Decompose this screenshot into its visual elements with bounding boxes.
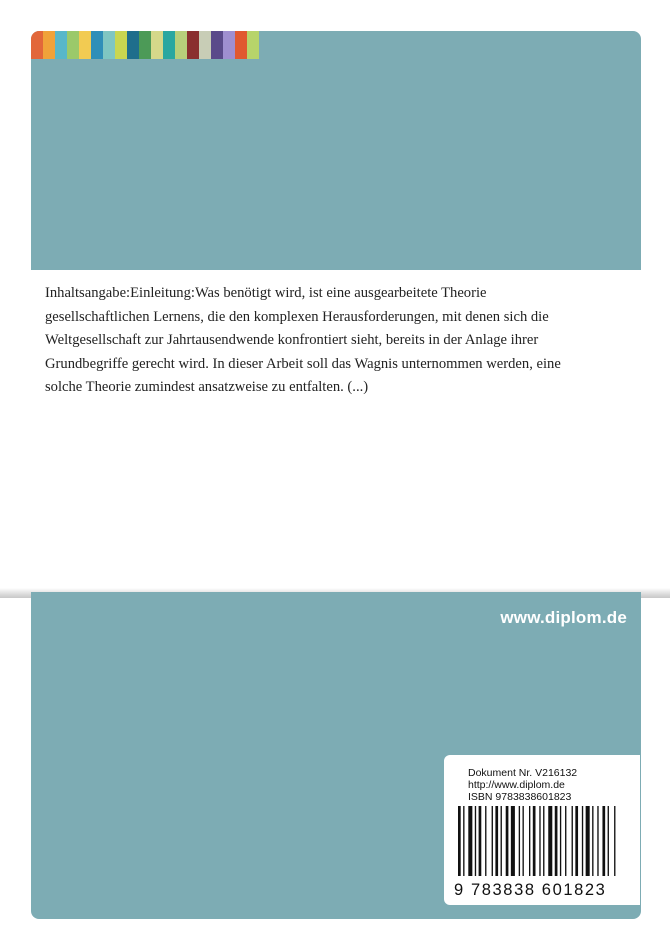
- barcode-bar: [463, 806, 464, 876]
- barcode-bars: [456, 806, 632, 884]
- isbn-number: ISBN 9783838601823: [468, 791, 572, 803]
- color-swatch: [127, 31, 139, 59]
- barcode-bar: [539, 806, 540, 876]
- publisher-website: www.diplom.de: [500, 608, 627, 627]
- barcode-bar: [519, 806, 520, 876]
- barcode-bar: [586, 806, 590, 876]
- barcode-bar: [548, 806, 552, 876]
- barcode-bar: [523, 806, 524, 876]
- barcode-bar: [468, 806, 472, 876]
- abstract-line: Inhaltsangabe:Einleitung:Was benötigt wird, ist eine ausgearbeitete Theorie: [45, 285, 487, 301]
- color-swatch: [151, 31, 163, 59]
- barcode-bar: [543, 806, 544, 876]
- cover-top-panel: [31, 31, 641, 270]
- color-swatch: [235, 31, 247, 59]
- color-swatch: [223, 31, 235, 59]
- barcode-bar: [506, 806, 509, 876]
- barcode-bar: [529, 806, 530, 876]
- color-swatch: [175, 31, 187, 59]
- barcode-bar: [501, 806, 502, 876]
- barcode-url: http://www.diplom.de: [468, 779, 565, 791]
- barcode-bar: [475, 806, 476, 876]
- barcode-bar: [458, 806, 461, 876]
- abstract-line: gesellschaftlichen Lernens, die den komplexen Herausforderungen, mit denen sich die: [45, 308, 549, 325]
- color-swatch: [115, 31, 127, 59]
- barcode-bar: [602, 806, 605, 876]
- abstract-line: Grundbegriffe gerecht wird. In dieser Arbeit soll das Wagnis unternommen werden, eine: [45, 355, 561, 372]
- barcode-bar: [479, 806, 482, 876]
- color-swatch-strip: [31, 31, 259, 59]
- barcode-bar: [572, 806, 573, 876]
- color-swatch: [187, 31, 199, 59]
- color-swatch: [43, 31, 55, 59]
- barcode-bar: [582, 806, 583, 876]
- barcode-label: [444, 755, 640, 905]
- abstract-line: solche Theorie zumindest ansatzweise zu entfalten. (...): [45, 379, 369, 396]
- barcode-bar: [575, 806, 578, 876]
- barcode-bar: [614, 806, 615, 876]
- barcode-bar: [533, 806, 536, 876]
- color-swatch: [211, 31, 223, 59]
- barcode-bar: [597, 806, 598, 876]
- color-swatch: [103, 31, 115, 59]
- color-swatch: [163, 31, 175, 59]
- barcode-bar: [560, 806, 561, 876]
- barcode-bar: [495, 806, 498, 876]
- color-swatch: [91, 31, 103, 59]
- document-number: Dokument Nr. V216132: [468, 767, 578, 779]
- barcode-bar: [565, 806, 566, 876]
- color-swatch: [67, 31, 79, 59]
- abstract-text: [45, 282, 625, 400]
- barcode-bar: [592, 806, 593, 876]
- barcode-bar: [485, 806, 486, 876]
- color-swatch: [79, 31, 91, 59]
- barcode-bar: [555, 806, 558, 876]
- abstract-line: Weltgesellschaft zur Jahrtausendwende konfrontiert sieht, bereits in der Anlage ihrer: [45, 332, 539, 349]
- color-swatch: [55, 31, 67, 59]
- barcode-digits: 9 783838 601823: [454, 881, 607, 899]
- color-swatch: [139, 31, 151, 59]
- color-swatch: [31, 31, 43, 59]
- color-swatch: [247, 31, 259, 59]
- barcode-bar: [511, 806, 515, 876]
- barcode-bar: [608, 806, 609, 876]
- barcode-bar: [492, 806, 493, 876]
- color-swatch: [199, 31, 211, 59]
